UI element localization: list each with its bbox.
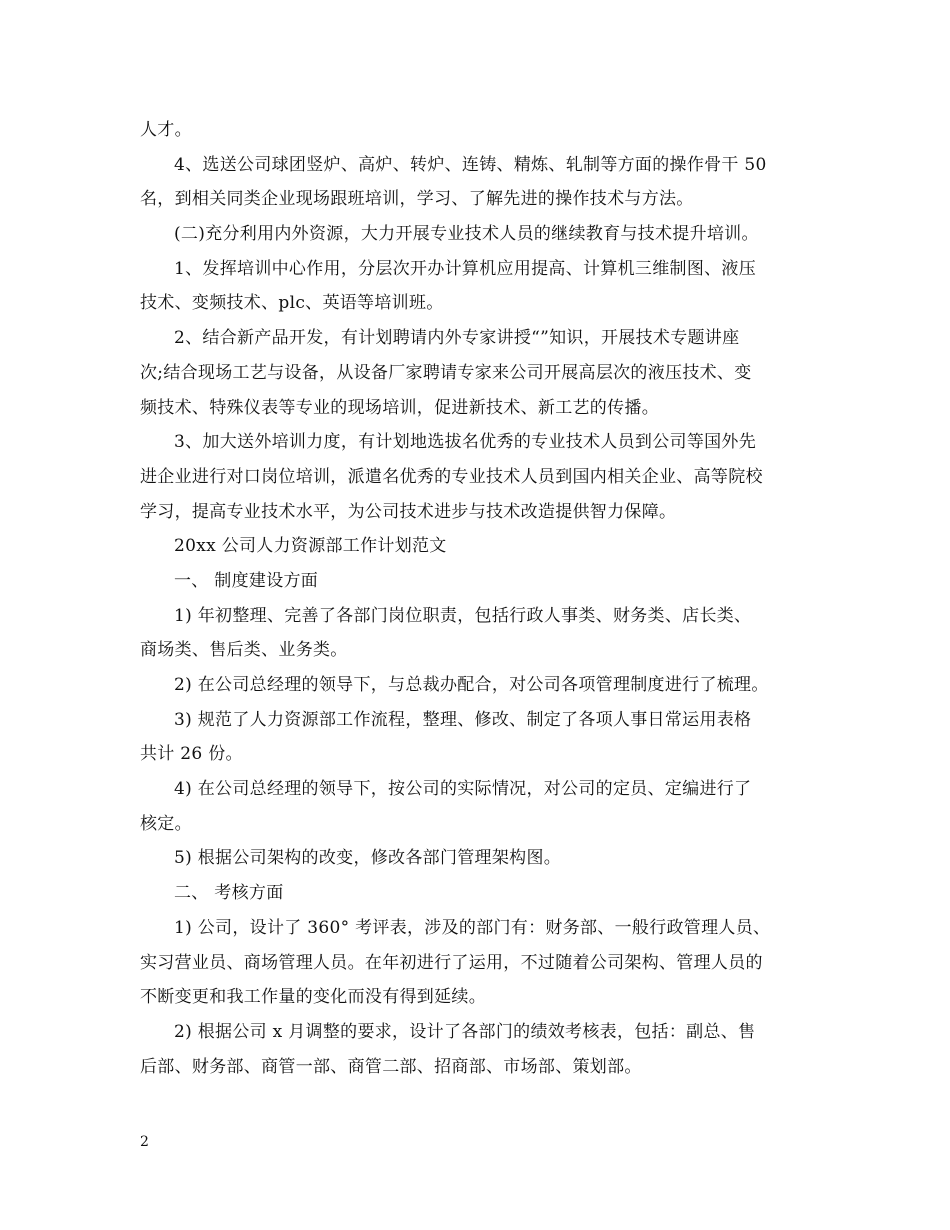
text-line: 频技术、特殊仪表等专业的现场培训，促进新技术、新工艺的传播。 bbox=[140, 397, 659, 418]
text-line: 1、发挥培训中心作用，分层次开办计算机应用提高、计算机三维制图、液压 bbox=[174, 258, 757, 279]
text-line: 2) 根据公司 x 月调整的要求，设计了各部门的绩效考核表，包括：副总、售 bbox=[174, 1021, 756, 1042]
text-line: 商场类、售后类、业务类。 bbox=[140, 640, 348, 661]
text-line: 1) 年初整理、完善了各部门岗位职责，包括行政人事类、财务类、店长类、 bbox=[174, 605, 752, 626]
text-line: 二、 考核方面 bbox=[174, 883, 284, 904]
text-line: 20xx 公司人力资源部工作计划范文 bbox=[174, 536, 447, 557]
text-line: 技术、变频技术、plc、英语等培训班。 bbox=[140, 293, 444, 314]
text-line: 进企业进行对口岗位培训，派遣名优秀的专业技术人员到国内相关企业、高等院校 bbox=[140, 466, 763, 487]
text-line: 学习，提高专业技术水平，为公司技术进步与技术改造提供智力保障。 bbox=[140, 501, 677, 522]
text-line: 次;结合现场工艺与设备，从设备厂家聘请专家来公司开展高层次的液压技术、变 bbox=[140, 362, 752, 383]
text-line: (二)充分利用内外资源，大力开展专业技术人员的继续教育与技术提升培训。 bbox=[174, 224, 759, 245]
text-line: 不断变更和我工作量的变化而没有得到延续。 bbox=[140, 987, 486, 1008]
page-number: 2 bbox=[140, 1134, 149, 1150]
text-line: 一、 制度建设方面 bbox=[174, 570, 319, 591]
text-line: 后部、财务部、商管一部、商管二部、招商部、市场部、策划部。 bbox=[140, 1056, 642, 1077]
text-line: 2) 在公司总经理的领导下，与总裁办配合，对公司各项管理制度进行了梳理。 bbox=[174, 675, 769, 695]
text-line: 1) 公司，设计了 360° 考评表，涉及的部门有：财务部、一般行政管理人员、 bbox=[174, 917, 771, 938]
document-body bbox=[140, 113, 830, 1084]
text-line: 5) 根据公司架构的改变，修改各部门管理架构图。 bbox=[174, 848, 562, 869]
text-line: 共计 26 份。 bbox=[140, 744, 243, 765]
text-line: 核定。 bbox=[140, 813, 192, 834]
text-line: 4、选送公司球团竖炉、高炉、转炉、连铸、精炼、轧制等方面的操作骨干 50 bbox=[174, 154, 767, 175]
text-line: 3、加大送外培训力度，有计划地选拔名优秀的专业技术人员到公司等国外先 bbox=[174, 432, 757, 453]
text-line: 4) 在公司总经理的领导下，按公司的实际情况，对公司的定员、定编进行了 bbox=[174, 779, 752, 800]
text-line: 人才。 bbox=[140, 120, 192, 140]
text-line: 3) 规范了人力资源部工作流程，整理、修改、制定了各项人事日常运用表格 bbox=[174, 709, 752, 730]
text-line: 名，到相关同类企业现场跟班培训，学习、了解先进的操作技术与方法。 bbox=[140, 189, 694, 210]
text-line: 2、结合新产品开发，有计划聘请内外专家讲授“”知识，开展技术专题讲座 bbox=[174, 328, 740, 349]
text-line: 实习营业员、商场管理人员。在年初进行了运用，不过随着公司架构、管理人员的 bbox=[140, 952, 763, 973]
